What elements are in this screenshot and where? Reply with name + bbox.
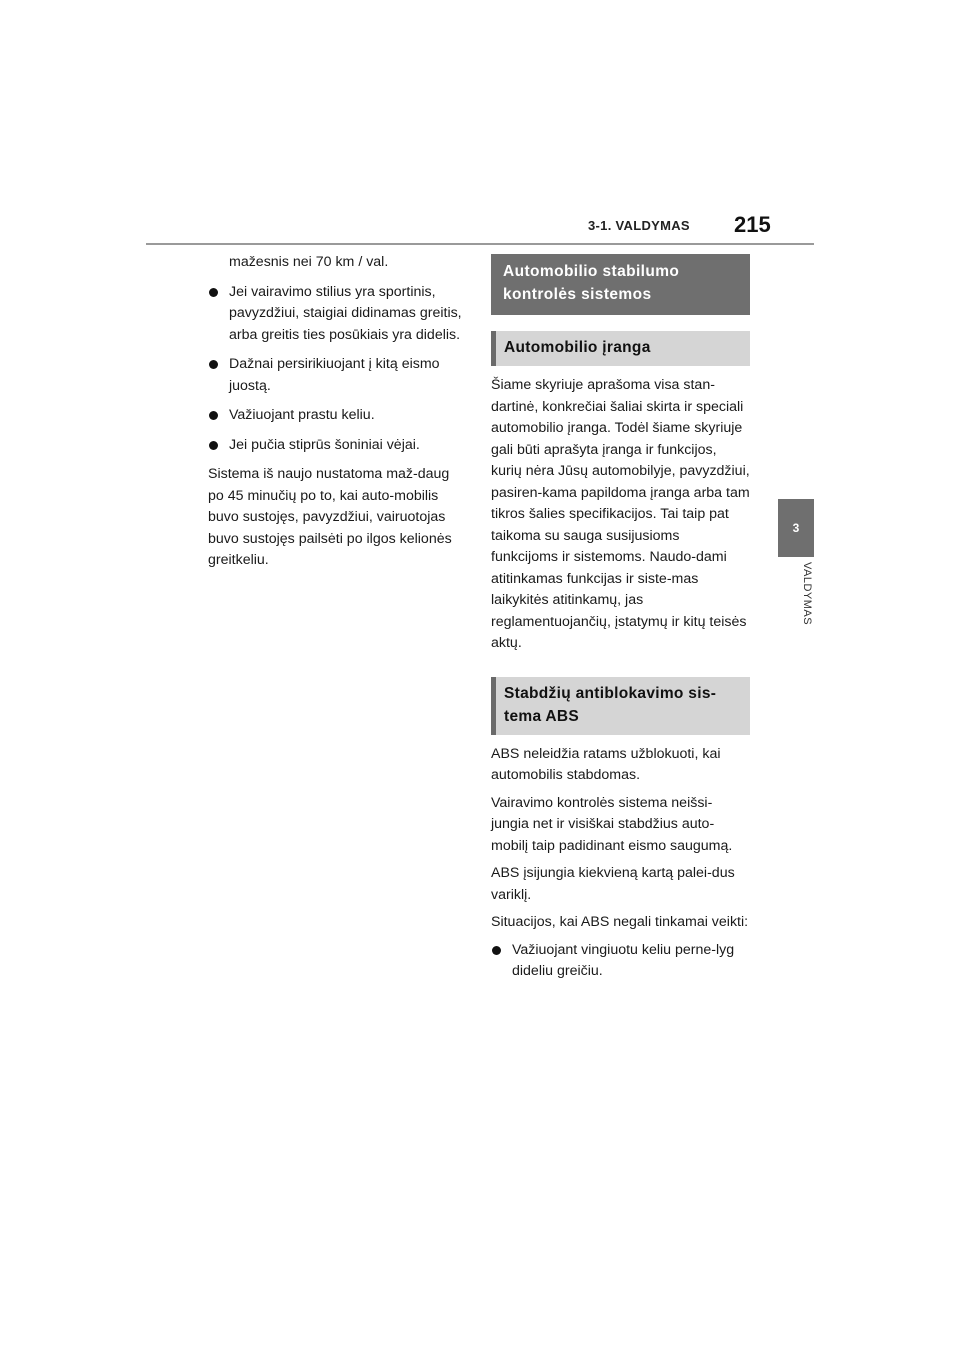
body-paragraph: Situacijos, kai ABS negali tinkamai veikti: [491, 914, 749, 930]
list-item [208, 282, 466, 347]
bullet-icon [209, 360, 218, 369]
continued-bullet-text: mažesnis nei 70 km / val. [229, 254, 389, 270]
left-column [208, 252, 466, 578]
chapter-tab-label: VALDYMAS [801, 562, 813, 626]
list-item [208, 435, 466, 457]
list-item-text: Jei pučia stiprūs šoniniai vėjai. [229, 436, 420, 453]
bullet-icon [209, 441, 218, 450]
chapter-tab-number: 3 [792, 521, 800, 535]
subsection-heading-equipment: Automobilio įranga [491, 331, 750, 366]
list-item-text: Važiuojant vingiuotu keliu perne-lyg dideliu greičiu. [512, 941, 735, 979]
bullet-icon [492, 946, 501, 955]
body-paragraph: ABS neleidžia ratams užblokuoti, kai automobilis stabdomas. [491, 745, 721, 783]
body-paragraph: Sistema iš naujo nustatoma maž-daug po 45 minučių po to, kai auto-mobilis buvo sustojęs, pavyzdžiui, vairuotojas buvo sustojęs pailsėti po ilgos kelionės greitkeliu. [208, 466, 452, 568]
list-item [208, 354, 466, 397]
chapter-tab [778, 499, 814, 557]
header-divider [146, 243, 814, 245]
body-paragraph: Šiame skyriuje aprašoma visa stan-dartinė, konkrečiai šaliai skirta ir speciali automobilio įranga. Todėl šiame skyriuje gali būti aprašyta įranga ir funkcijos, kurių nėra Jūsų automobilyje, pavyzdžiui, pasiren-kama papildoma įranga arba tam tikros šalies specifikacijos. Tai taip pat taikoma su sauga susijusioms funkcijoms ir sistemoms. Naudo-dami atitinkamas funkcijas ir siste-mas laikykitės atitinkamų, jas reglamentuojančių, įstatymų ir kitų teisės aktų. [491, 377, 750, 651]
list-item-text: Važiuojant prastu keliu. [229, 407, 375, 423]
section-heading: Automobilio stabilumo kontrolės sistemos [491, 254, 750, 315]
list-item [491, 940, 750, 983]
list-item-text: Jei vairavimo stilius yra sportinis, pavyzdžiui, staigiai didinamas greitis, arba greitis ties posūkiais yra didelis. [229, 283, 462, 343]
right-column [491, 254, 750, 991]
running-header-section: 3-1. VALDYMAS [588, 218, 690, 233]
body-paragraph: ABS įsijungia kiekvieną kartą palei-dus variklį. [491, 865, 735, 903]
page-number: 215 [734, 212, 771, 237]
bullet-icon [209, 288, 218, 297]
bullet-icon [209, 411, 218, 420]
list-item-text: Dažnai persirikiuojant į kitą eismo juostą. [229, 356, 440, 394]
subsection-heading-abs: Stabdžių antiblokavimo sis-tema ABS [491, 677, 750, 735]
list-item [208, 405, 466, 427]
body-paragraph: Vairavimo kontrolės sistema neišsi-jungia net ir visiškai stabdžius auto-mobilį taip padidinant eismo saugumą. [491, 794, 733, 854]
